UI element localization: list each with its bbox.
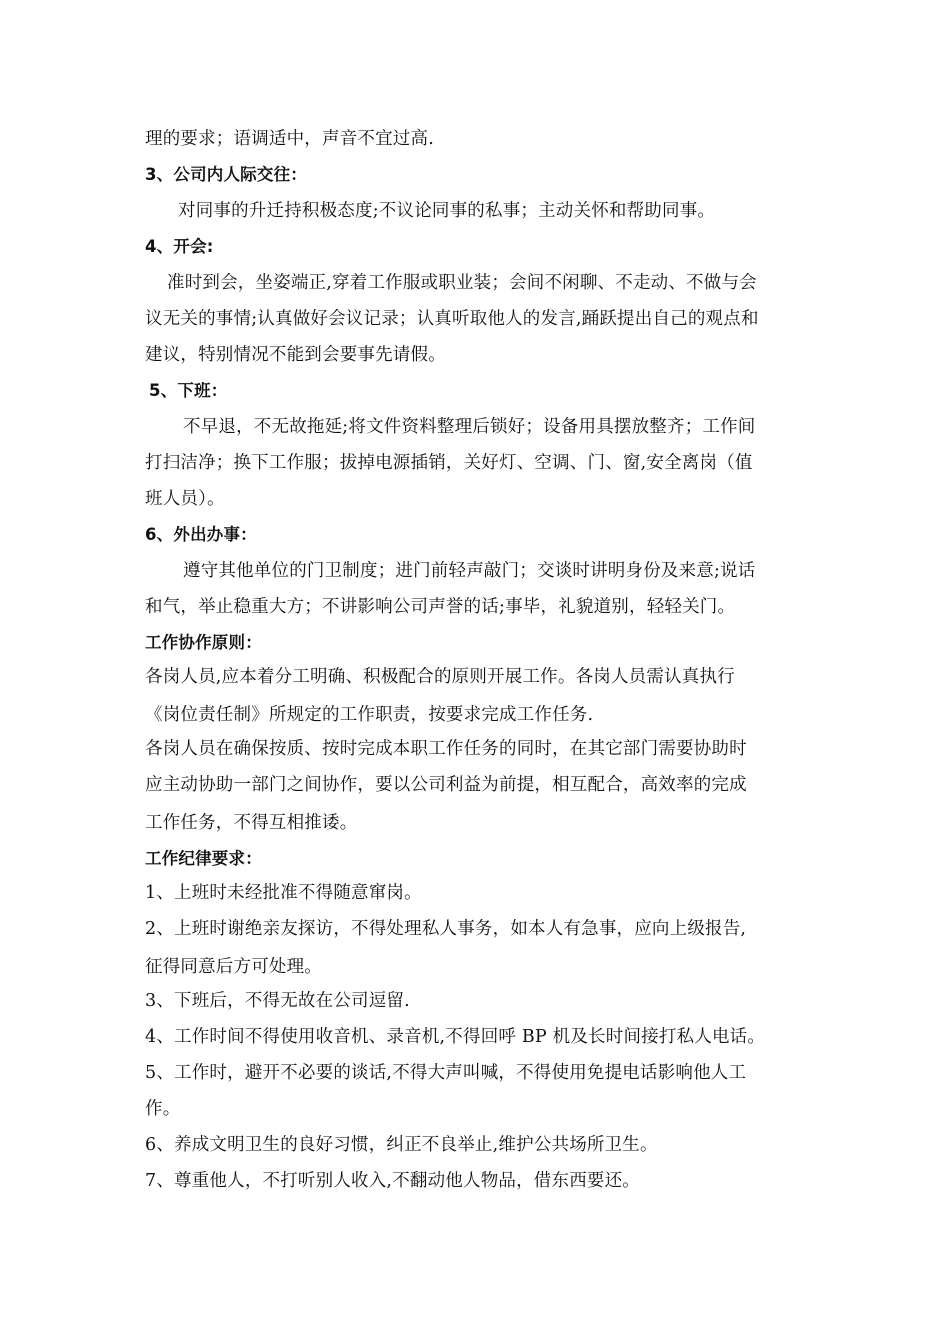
body-text-line: 议无关的事情;认真做好会议记录；认真听取他人的发言,踊跃提出自己的观点和 <box>145 309 759 329</box>
section-heading: 4、开会: <box>145 237 214 256</box>
body-text-line: 各岗人员在确保按质、按时完成本职工作任务的同时，在其它部门需要协助时 <box>145 739 747 759</box>
body-text-line: 和气，举止稳重大方；不讲影响公司声誉的话;事毕，礼貌道别，轻轻关门。 <box>145 597 736 617</box>
body-text-line: 对同事的升迁持积极态度;不议论同事的私事；主动关怀和帮助同事。 <box>178 201 716 221</box>
section-heading: 工作协作原则： <box>145 633 262 652</box>
section-heading: 3、公司内人际交往： <box>145 165 307 184</box>
body-text-line: 建议，特别情况不能到会要事先请假。 <box>145 345 446 365</box>
section-heading: 工作纪律要求： <box>145 849 262 868</box>
body-text-line: 遵守其他单位的门卫制度；进门前轻声敲门；交谈时讲明身份及来意;说话 <box>183 561 756 581</box>
body-text-line: 4、工作时间不得使用收音机、录音机,不得回呼 BP 机及长时间接打私人电话。 <box>145 1027 766 1047</box>
body-text-line: 工作任务，不得互相推诿。 <box>145 813 358 833</box>
body-text-line: 征得同意后方可处理。 <box>145 957 322 977</box>
body-text-line: 6、养成文明卫生的良好习惯，纠正不良举止,维护公共场所卫生。 <box>145 1135 658 1155</box>
body-text-line: 5、工作时，避开不必要的谈话,不得大声叫喊，不得使用免提电话影响他人工 <box>145 1063 747 1083</box>
body-text-line: 作。 <box>145 1099 181 1119</box>
body-text-line: 不早退，不无故拖延;将文件资料整理后锁好；设备用具摆放整齐；工作间 <box>183 417 756 437</box>
body-text-line: 理的要求；语调适中，声音不宜过高. <box>145 129 434 149</box>
body-text-line: 7、尊重他人，不打听别人收入,不翻动他人物品，借东西要还。 <box>145 1171 640 1191</box>
body-text-line: 应主动协助一部门之间协作，要以公司利益为前提，相互配合，高效率的完成 <box>145 775 747 795</box>
section-heading: 5、下班： <box>149 381 228 400</box>
body-text-line: 3、下班后，不得无故在公司逗留. <box>145 991 410 1011</box>
body-text-line: 准时到会，坐姿端正,穿着工作服或职业装；会间不闲聊、不走动、不做与会 <box>167 273 757 293</box>
body-text-line: 1、上班时未经批准不得随意窜岗。 <box>145 883 422 903</box>
body-text-line: 打扫洁净；换下工作服；拔掉电源插销，关好灯、空调、门、窗,安全离岗（值 <box>145 453 753 473</box>
body-text-line: 班人员）。 <box>145 489 225 509</box>
body-text-line: 各岗人员,应本着分工明确、积极配合的原则开展工作。各岗人员需认真执行 <box>145 667 735 687</box>
body-text-line: 《岗位责任制》所规定的工作职责，按要求完成工作任务. <box>145 705 594 725</box>
body-text-line: 2、上班时谢绝亲友探访，不得处理私人事务，如本人有急事，应向上级报告, <box>145 919 747 939</box>
section-heading: 6、外出办事： <box>145 525 257 544</box>
